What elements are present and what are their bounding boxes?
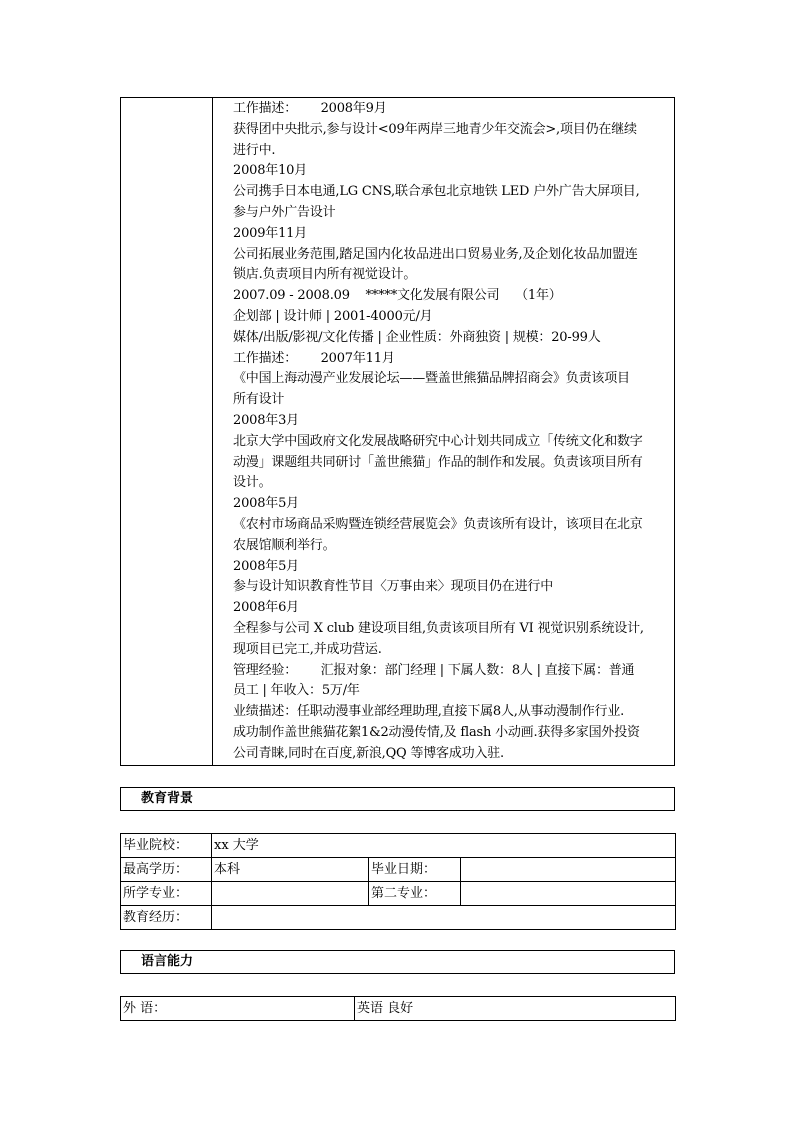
- work-line: 设计。: [233, 475, 272, 491]
- work-line: 成功制作盖世熊猫花絮1&2动漫传情,及 flash 小动画.获得多家国外投资: [233, 724, 640, 740]
- work-line: 2009年11月: [233, 225, 308, 241]
- work-line: 进行中.: [233, 142, 276, 158]
- education-table: [120, 833, 676, 930]
- foreign-language-value: 英语 良好: [355, 997, 676, 1021]
- second-major-value: [461, 882, 676, 906]
- table-row: [121, 906, 676, 930]
- major-value: [212, 882, 369, 906]
- second-major-label: 第二专业：: [369, 882, 461, 906]
- work-line: 参与设计知识教育性节目〈万事由来〉现项目仍在进行中: [233, 579, 554, 595]
- language-section-title: 语言能力: [141, 954, 194, 969]
- work-line: 2008年10月: [233, 163, 308, 179]
- work-line: 公司拓展业务范围,踏足国内化妆品进出口贸易业务,及企划化妆品加盟连: [233, 246, 638, 262]
- grad-date-label: 毕业日期：: [369, 858, 461, 882]
- work-line: 获得团中央批示,参与设计<09年两岸三地青少年交流会>,项目仍在继续: [233, 121, 637, 137]
- work-experience-table: [120, 97, 675, 766]
- school-label: 毕业院校：: [121, 834, 212, 858]
- work-line: 北京大学中国政府文化发展战略研究中心计划共同成立「传统文化和数字: [233, 433, 643, 449]
- work-line: 锁店.负责项目内所有视觉设计。: [233, 267, 417, 283]
- education-history-label: 教育经历：: [121, 906, 212, 930]
- work-line: 所有设计: [233, 392, 285, 408]
- language-table: [120, 996, 676, 1021]
- work-line: 管理经验： 汇报对象：部门经理 | 下属人数：8人 | 直接下属：普通: [233, 662, 635, 678]
- table-row: [121, 882, 676, 906]
- work-line: 参与户外广告设计: [233, 204, 336, 220]
- work-line: 业绩描述：任职动漫事业部经理助理,直接下属8人,从事动漫制作行业.: [233, 704, 625, 720]
- grad-date-value: [461, 858, 676, 882]
- work-line: 全程参与公司 X club 建设项目组,负责该项目所有 VI 视觉识别系统设计,: [233, 620, 644, 636]
- work-line: 2008年3月: [233, 412, 299, 428]
- education-section-title: 教育背景: [141, 791, 194, 806]
- school-value: xx 大学: [212, 834, 676, 858]
- table-row: [121, 858, 676, 882]
- language-section-header: [120, 950, 675, 974]
- degree-value: 本科: [212, 858, 369, 882]
- work-description: [233, 99, 673, 765]
- work-line: 媒体/出版/影视/文化传播 | 企业性质：外商独资 | 规模：20-99人: [233, 329, 601, 345]
- work-line: 2008年5月: [233, 558, 299, 574]
- work-line: 2007.09 - 2008.09 *****文化发展有限公司 （1年）: [233, 288, 562, 304]
- work-line: 工作描述： 2008年9月: [233, 101, 387, 116]
- work-line: 工作描述： 2007年11月: [233, 350, 395, 366]
- work-line: 动漫」课题组共同研讨「盖世熊猫」作品的制作和发展。负责该项目所有: [233, 454, 643, 470]
- work-line: 公司携手日本电通,LG CNS,联合承包北京地铁 LED 户外广告大屏项目,: [233, 184, 640, 200]
- education-history-value: [212, 906, 676, 930]
- degree-label: 最高学历：: [121, 858, 212, 882]
- work-line: 2008年5月: [233, 496, 299, 512]
- work-line: 《农村市场商品采购暨连锁经营展览会》负责该所有设计，该项目在北京: [233, 516, 643, 532]
- foreign-language-label: 外 语：: [121, 997, 355, 1021]
- work-line: 企划部 | 设计师 | 2001-4000元/月: [233, 308, 433, 324]
- work-line: 公司青睐,同时在百度,新浪,QQ 等博客成功入驻.: [233, 745, 504, 761]
- major-label: 所学专业：: [121, 882, 212, 906]
- column-divider: [212, 98, 213, 765]
- table-row: [121, 997, 676, 1021]
- work-line: 员工 | 年收入：5万/年: [233, 683, 360, 699]
- work-line: 《中国上海动漫产业发展论坛——暨盖世熊猫品牌招商会》负责该项目: [233, 371, 630, 387]
- work-line: 2008年6月: [233, 600, 299, 616]
- table-row: [121, 834, 676, 858]
- work-line: 农展馆顺利举行。: [233, 537, 336, 553]
- education-section-header: [120, 787, 675, 811]
- work-line: 现项目已完工,并成功营运.: [233, 641, 382, 657]
